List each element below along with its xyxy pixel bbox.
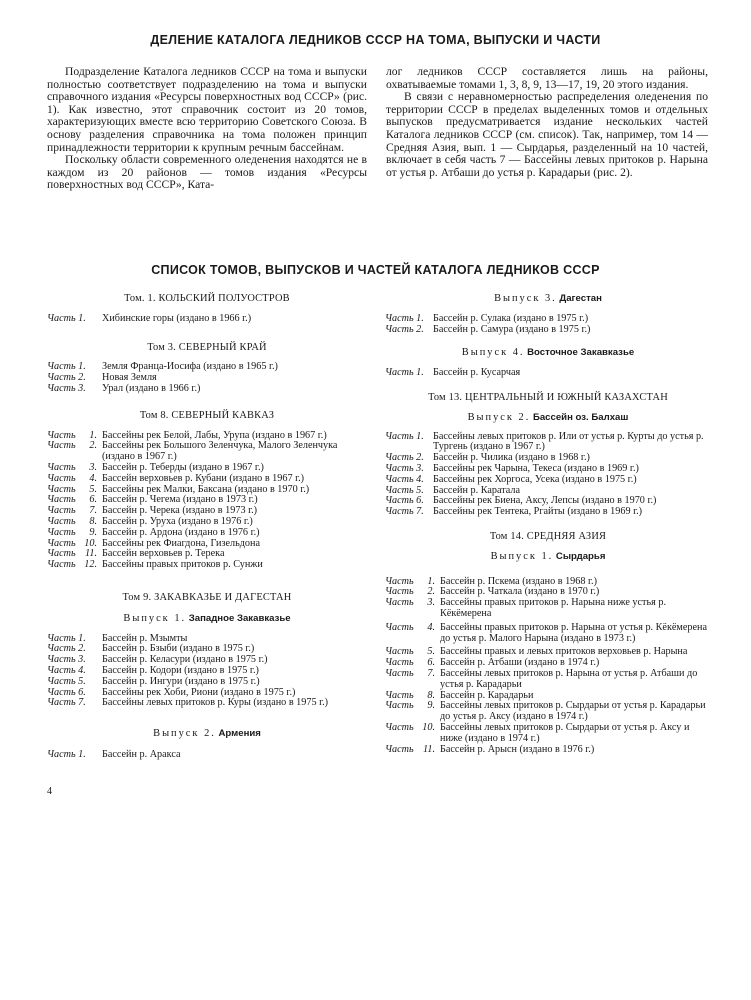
intro-paragraph: Подразделение Каталога ледников СССР на тома и выпуски полностью соответствует подразделению на тома и выпуски справочного издания «Ресурсы поверхностных вод СССР» (рис. 1). Как известно, этот справочник состоит из 20 томов, характеризующих вместе всю территорию Советского Союза. В основу разделения справочника на тома положен принцип принадлежности территории к крупным речным бассейнам.	[47, 65, 367, 154]
part-text: Бассейны рек Фиагдона, Гизельдона	[102, 537, 260, 549]
part-text: Бассейн р. Уруха (издано в 1976 г.)	[102, 515, 253, 527]
part-text: Земля Франца-Иосифа (издано в 1965 г.)	[102, 361, 278, 373]
part-label: Часть 6.	[385, 495, 424, 507]
part-label: Часть 4.	[385, 473, 424, 485]
part-text: Бассейны правых и левых притоков верховьев р. Нарына	[440, 646, 688, 658]
part-label: Часть	[385, 667, 414, 679]
part-number: 10.	[422, 721, 435, 733]
list-item	[385, 623, 711, 645]
part-text: Бассейн р. Арысн (издано в 1976 г.)	[440, 743, 595, 755]
part-number: 5.	[427, 646, 435, 658]
part-label: Часть	[47, 494, 76, 506]
part-label: Часть	[47, 515, 76, 527]
issue-prefix: Выпуск 1.	[490, 550, 554, 562]
issue-name: Восточное Закавказье	[527, 347, 635, 359]
section-heading-division: ДЕЛЕНИЕ КАТАЛОГА ЛЕДНИКОВ СССР НА ТОМА, ВЫПУСКИ И ЧАСТИ	[150, 33, 601, 47]
part-text: Бассейны правых притоков р. Нарына ниже устья р. Кёкёмерена	[440, 597, 666, 619]
part-number: 1.	[427, 575, 435, 587]
part-text: Бассейны рек Биена, Аксу, Лепсы (издано в 1970 г.)	[433, 495, 657, 507]
part-number: 2.	[427, 586, 435, 598]
part-number: 9.	[427, 700, 435, 712]
volume-title: Том 9. ЗАКАВКАЗЬЕ И ДАГЕСТАН	[122, 591, 292, 603]
list-item	[385, 368, 711, 379]
list-item	[47, 314, 367, 325]
issue-prefix: Выпуск 3.	[494, 293, 557, 304]
part-text: Бассейн верховьев р. Терека	[102, 548, 225, 560]
issue-name: Бассейн оз. Балхаш	[532, 411, 629, 423]
volume-title: Том 13. ЦЕНТРАЛЬНЫЙ И ЮЖНЫЙ КАЗАХСТАН	[428, 391, 668, 403]
part-text: Бассейны рек Большого Зеленчука, Малого Зеленчука (издано в 1967 г.)	[102, 440, 338, 463]
part-label: Часть	[385, 586, 414, 598]
list-item	[385, 475, 711, 486]
part-label: Часть 4.	[47, 664, 86, 676]
part-text: Бассейны рек Хоби, Риони (издано в 1975 г.)	[102, 686, 296, 698]
volume-title: Том. 1. КОЛЬСКИЙ ПОЛУОСТРОВ	[124, 293, 290, 304]
part-number: 4.	[427, 621, 435, 633]
part-text: Бассейн р. Кусарчая	[433, 367, 521, 379]
part-label: Часть	[47, 440, 76, 452]
list-item	[47, 698, 367, 709]
part-text: Бассейн р. Чилика (издано в 1968 г.)	[433, 452, 590, 464]
intro-paragraph: лог ледников СССР составляется лишь на районы, охватываемые томами 1, 3, 8, 9, 13—17, 19, 20 этого издания.	[386, 65, 708, 91]
intro-paragraph: В связи с неравномерностью распределения оледенения по территории СССР в пределах выделенных томов и отдельных выпусков предусматривается издание нескольких частей Каталога ледников СССР (см. список). Так, например, том 14 — Средняя Азия, вып. 1 — Сырдарья, разделенный на 10 частей, включает в себя часть 7 — Бассейны левых притоков р. Нарына от устья р. Атбаши до устья р. Карадарьи (рис. 2).	[386, 90, 708, 179]
part-label: Часть	[385, 689, 414, 701]
part-text: Хибинские горы (издано в 1966 г.)	[102, 312, 252, 324]
part-text: Бассейны правых притоков р. Сунжи	[102, 559, 263, 571]
part-label: Часть 3.	[47, 382, 86, 394]
part-label: Часть 1.	[47, 632, 86, 644]
part-text: Бассейн р. Бзыби (издано в 1975 г.)	[102, 643, 255, 655]
volume-title: Том 14. СРЕДНЯЯ АЗИЯ	[489, 530, 607, 542]
list-item	[47, 750, 367, 761]
issue-title	[385, 348, 711, 359]
part-label: Часть	[47, 505, 76, 517]
volume-title: Том 3. СЕВЕРНЫЙ КРАЙ	[147, 341, 267, 353]
part-number: 7.	[89, 505, 97, 517]
part-label: Часть	[47, 526, 76, 538]
list-item	[47, 528, 367, 539]
list-item	[47, 373, 367, 384]
part-number: 5.	[89, 483, 97, 495]
part-text: Бассейны правых притоков р. Нарына от устья р. Кёкёмерена до устья р. Малого Нарына (издано в 1973 г.)	[440, 621, 707, 644]
part-text: Бассейны левых притоков р. Нарына от устья р. Атбаши до устья р. Карадарьи	[440, 667, 698, 690]
list-item	[385, 598, 711, 620]
part-label: Часть	[47, 429, 76, 441]
list-item	[47, 384, 367, 395]
part-number: 2.	[89, 440, 97, 452]
part-number: 3.	[89, 461, 97, 473]
part-number: 8.	[89, 515, 97, 527]
intro-left-column	[47, 66, 367, 192]
part-text: Бассейны левых притоков р. Или от устья р. Курты до устья р. Тургень (издано в 1967 г.)	[433, 430, 704, 453]
list-item	[385, 723, 711, 745]
part-number: 6.	[89, 494, 97, 506]
list-item	[47, 677, 367, 688]
issue-title	[385, 294, 711, 305]
part-label: Часть 2.	[47, 372, 86, 384]
part-text: Бассейн р. Черека (издано в 1973 г.)	[102, 505, 258, 517]
intro-right-column	[386, 66, 708, 179]
part-text: Бассейны рек Тентека, Ргайты (издано в 1969 г.)	[433, 506, 643, 518]
issue-prefix: Выпуск 2.	[153, 728, 216, 740]
part-number: 1.	[89, 429, 97, 441]
part-label: Часть 6.	[47, 686, 86, 698]
part-text: Бассейны левых притоков р. Куры (издано в 1975 г.)	[102, 697, 329, 709]
part-label: Часть	[385, 621, 414, 633]
part-text: Бассейн р. Келасури (издано в 1975 г.)	[102, 654, 268, 666]
part-label: Часть	[385, 575, 414, 587]
list-item	[47, 441, 367, 463]
part-label: Часть 1.	[385, 367, 424, 379]
part-label: Часть 3.	[385, 462, 424, 474]
issue-name: Армения	[218, 728, 261, 740]
part-label: Часть 1.	[47, 312, 86, 324]
part-label: Часть 5.	[385, 484, 424, 496]
part-number: 10.	[84, 537, 97, 549]
part-text: Урал (издано в 1966 г.)	[102, 382, 201, 394]
issue-title	[47, 729, 367, 740]
part-text: Бассейн р. Каратала	[433, 484, 521, 496]
part-text: Бассейны левых притоков р. Сырдарьи от устья р. Аксу и ниже (издано в 1974 г.)	[440, 721, 690, 744]
part-text: Бассейны рек Малки, Баксана (издано в 1970 г.)	[102, 483, 310, 495]
issue-title	[385, 552, 711, 563]
part-number: 3.	[427, 597, 435, 609]
issue-name: Западное Закавказье	[188, 612, 291, 624]
volume-title: Том 8. СЕВЕРНЫЙ КАВКАЗ	[139, 409, 275, 421]
part-label: Часть	[47, 537, 76, 549]
part-label: Часть	[385, 721, 414, 733]
part-text: Новая Земля	[102, 372, 157, 384]
part-number: 11.	[423, 743, 435, 755]
part-text: Бассейн р. Теберды (издано в 1967 г.)	[102, 461, 264, 473]
part-text: Бассейн р. Карадарьи	[440, 689, 534, 701]
part-text: Бассейн р. Пскема (издано в 1968 г.)	[440, 575, 597, 587]
part-number: 6.	[427, 657, 435, 669]
issue-title	[47, 614, 367, 625]
list-item	[47, 560, 367, 571]
part-label: Часть 1.	[385, 430, 424, 442]
part-text: Бассейн р. Аракса	[102, 748, 181, 760]
intro-paragraph: Поскольку области современного оледенения находятся не в каждом из 20 районов — томов издания «Ресурсы поверхностных вод СССР», Ката-	[47, 153, 367, 192]
part-label: Часть 7.	[47, 697, 86, 709]
list-item	[385, 669, 711, 691]
list-item	[385, 314, 711, 325]
part-text: Бассейн р. Ардона (издано в 1976 г.)	[102, 526, 260, 538]
part-label: Часть 2.	[47, 643, 86, 655]
part-number: 9.	[89, 526, 97, 538]
part-text: Бассейн р. Кодори (издано в 1975 г.)	[102, 664, 259, 676]
part-label: Часть	[47, 472, 76, 484]
issue-name: Сырдарья	[555, 550, 606, 562]
list-item	[385, 745, 711, 756]
part-text: Бассейн р. Мзымты	[102, 632, 188, 644]
part-number: 4.	[89, 472, 97, 484]
list-item	[47, 362, 367, 373]
list-left-column	[47, 294, 367, 761]
part-label: Часть 1.	[385, 312, 424, 324]
issue-prefix: Выпуск 2.	[467, 411, 531, 423]
part-label: Часть	[385, 743, 414, 755]
part-label: Часть	[385, 700, 414, 712]
issue-name: Дагестан	[559, 293, 602, 304]
part-label: Часть	[385, 597, 414, 609]
list-item	[385, 507, 711, 518]
part-text: Бассейны рек Хоргоса, Усека (издано в 1975 г.)	[433, 473, 637, 485]
part-label: Часть 2.	[385, 452, 424, 464]
part-number: 11.	[85, 548, 97, 560]
part-label: Часть	[385, 657, 414, 669]
part-label: Часть	[47, 483, 76, 495]
part-label: Часть 1.	[47, 361, 86, 373]
part-text: Бассейн р. Чегема (издано в 1973 г.)	[102, 494, 258, 506]
list-item	[385, 325, 711, 336]
part-number: 12.	[84, 559, 97, 571]
list-item	[47, 474, 367, 485]
part-label: Часть 2.	[385, 323, 424, 335]
list-item	[385, 701, 711, 723]
part-text: Бассейн р. Чаткала (издано в 1970 г.)	[440, 586, 600, 598]
issue-prefix: Выпуск 4.	[461, 347, 525, 359]
page-number: 4	[47, 786, 52, 797]
part-text: Бассейны рек Чарына, Текеса (издано в 1969 г.)	[433, 462, 639, 474]
part-label: Часть 1.	[47, 748, 86, 760]
part-text: Бассейн р. Сулака (издано в 1975 г.)	[433, 312, 589, 324]
list-item	[385, 432, 711, 454]
part-text: Бассейн р. Атбаши (издано в 1974 г.)	[440, 657, 600, 669]
section-heading-list: СПИСОК ТОМОВ, ВЫПУСКОВ И ЧАСТЕЙ КАТАЛОГА ЛЕДНИКОВ СССР	[151, 263, 600, 277]
part-text: Бассейн р. Самура (издано в 1975 г.)	[433, 323, 591, 335]
list-right-column	[385, 294, 711, 755]
part-label: Часть 5.	[47, 675, 86, 687]
part-label: Часть	[385, 646, 414, 658]
part-text: Бассейны левых притоков р. Сырдарьи от устья р. Карадарьи до устья р. Аксу (издано в 1974 г.)	[440, 700, 706, 723]
part-label: Часть 3.	[47, 654, 86, 666]
part-label: Часть	[47, 548, 76, 560]
part-text: Бассейн р. Ингури (издано в 1975 г.)	[102, 675, 260, 687]
part-label: Часть 7.	[385, 506, 424, 518]
part-label: Часть	[47, 559, 76, 571]
issue-title	[385, 413, 711, 424]
part-text: Бассейн верховьев р. Кубани (издано в 1967 г.)	[102, 472, 305, 484]
issue-prefix: Выпуск 1.	[123, 612, 187, 624]
part-text: Бассейны рек Белой, Лабы, Урупа (издано в 1967 г.)	[102, 429, 327, 441]
part-number: 8.	[427, 689, 435, 701]
part-label: Часть	[47, 461, 76, 473]
part-number: 7.	[427, 667, 435, 679]
